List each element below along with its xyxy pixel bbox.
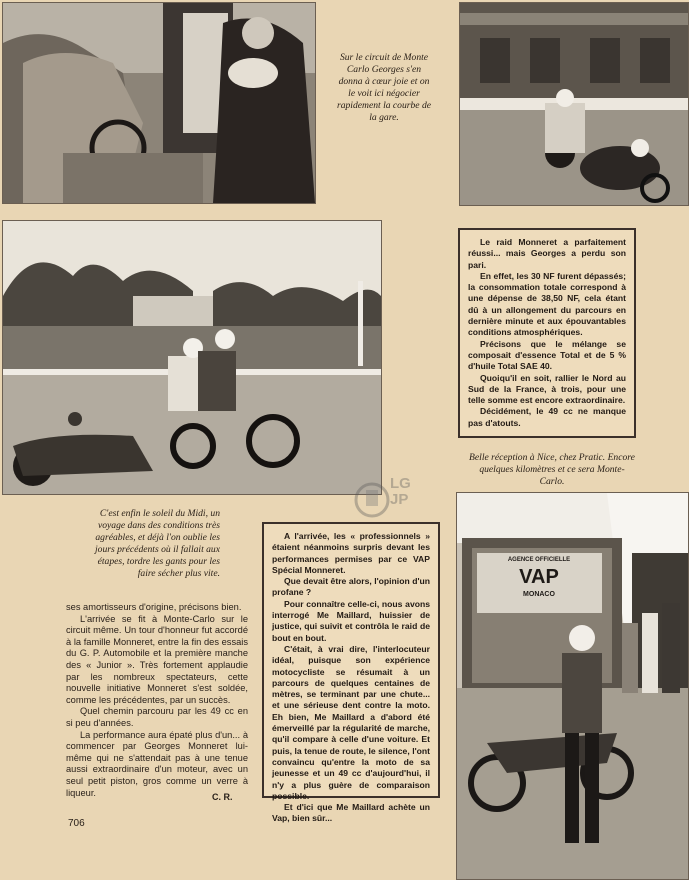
article-lead: ses amortisseurs d'origine, précisons bien.	[66, 602, 242, 612]
box-raid-paragraph: Le raid Monneret a parfaitement réussi... mais Georges a perdu son pari.	[468, 237, 626, 270]
watermark-text: LG JP	[390, 475, 411, 508]
sidebar-box-arrivee	[262, 522, 440, 824]
photo-circuit-race	[459, 2, 689, 206]
box-arrivee-paragraph: A l'arrivée, les « professionnels » étaient néanmoins surpris devant les performances permises par ce VAP Spécial Monneret.	[272, 531, 430, 575]
box-arrivee-paragraph: Pour connaître celle-ci, nous avons interrogé Me Maillard, huissier de justice, qui suivit et contrôla le raid de bout en bout.	[272, 598, 430, 643]
caption-monte-carlo: Sur le circuit de Monte Carlo Georges s'en donna à cœur joie et on le voit ici négocier rapidement la courbe de la gare.	[336, 52, 432, 123]
page-number: 706	[68, 818, 85, 829]
photo-road-sidecar	[2, 220, 382, 495]
shop-sign-brand: VAP	[519, 566, 559, 588]
article-paragraph: L'arrivée se fit à Monte-Carlo sur le circuit même. Un tour d'honneur fut accordé à la famille Monneret, entre la fin des essais du G. P. Automobile et la première manche des « Junior ». Très fortement applaudie par les nombreux spectateurs, cette nouvelle initiative Monneret s'est soldée, comme les précédentes, par un succès.	[66, 613, 248, 705]
box-raid-paragraph: Précisons que le mélange se composait d'essence Total et de 5 % d'huile Total SAE 40.	[468, 338, 626, 372]
shop-sign-line2: MONACO	[523, 591, 555, 598]
sidebar-box-raid	[458, 228, 636, 438]
box-raid-paragraph: Quoiqu'il en soit, rallier le Nord au Sud de la France, à trois, pour une telle somme est encore extraordinaire.	[468, 372, 626, 406]
box-arrivee-paragraph: C'était, à vrai dire, l'interlocuteur idéal, puisque son expérience motocycliste se résumait à un parcours de quelques centaines de mètres, se terminant par une chute... et une sérieuse dent contre la moto. Eh bien, Me Maillard a d'abord été émerveillé par la régularité de marche, qu'il compare à celle d'une voiture. Et puis, la tenue de route, le silence, l'ont convaincu qu'entre la moto de sa jeunesse et un 49 cc d'aujourd'hui, il n'y a plus guère de comparaison possible.	[272, 643, 430, 801]
box-arrivee-paragraph: Et d'ici que Me Maillard achète un Vap, bien sûr...	[272, 802, 430, 824]
box-raid-paragraph: Décidément, le 49 cc ne manque pas d'atouts.	[468, 406, 626, 428]
caption-nice: Belle réception à Nice, chez Pratic. Encore quelques kilomètres et ce sera Monte-Carlo.	[469, 452, 635, 487]
article-paragraph: Quel chemin parcouru par les 49 cc en si peu d'années.	[66, 706, 248, 728]
photo-nice-shop	[456, 492, 689, 880]
box-arrivee-paragraph: Que devait être alors, l'opinion d'un profane ?	[272, 576, 430, 598]
article-column	[66, 602, 248, 799]
photo-start-crowd	[2, 2, 316, 204]
box-raid-paragraph: En effet, les 30 NF furent dépassés; la consommation totale correspond à une dépense de 38,50 NF, cela étant dû à un allongement du parcours en dernière minute et aux épouvantables conditions atmosphériques.	[468, 270, 626, 338]
article-signature: C. R.	[212, 792, 233, 802]
shop-sign-line1: AGENCE OFFICIELLE	[507, 557, 571, 563]
article-paragraph: La performance aura épaté plus d'un... à commencer par Georges Monneret lui-même qui ne s'attendait pas à une tenue aussi extraordinaire d'un moteur, avec un seul petit piston, gros comme un verre à liqueur.	[66, 729, 248, 798]
caption-soleil: C'est enfin le soleil du Midi, un voyage dans des conditions très agréables, et déjà l'on oublie les jours précédents où il fallait aux étapes, tordre les gants pour les faire sécher plus vite.	[95, 508, 220, 579]
